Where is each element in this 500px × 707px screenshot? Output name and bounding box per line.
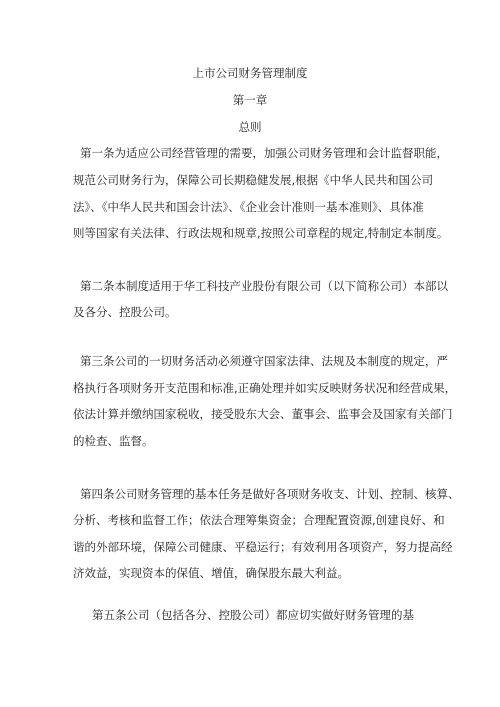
article-line: 格执行各项财务开支范围和标准,正确处理并如实反映财务状况和经营成果， <box>73 381 457 395</box>
article-line: 第四条公司财务管理的基本任务是做好各项财务收支、计划、控制、核算、 <box>80 487 460 501</box>
article-line: 第一条为适应公司经营管理的需要，加强公司财务管理和会计监督职能， <box>80 146 448 160</box>
article-line: 则等国家有关法律、行政法规和规章,按照公司章程的规定,特制定本制度。 <box>73 226 449 240</box>
article-line: 及各分、控股公司。 <box>73 305 177 319</box>
article-line: 法》、《中华人民共和国会计法》、《企业会计准则一基本准则》、具体准 <box>73 200 424 214</box>
article-line: 第三条公司的一切财务活动必须遵守国家法律、法规及本制度的规定，严 <box>80 354 448 368</box>
article-line: 济效益，实现资本的保值、增值，确保股东最大利益。 <box>73 566 349 580</box>
article-line: 分析、考核和监督工作；依法合理筹集资金；合理配置资源,创建良好、和 <box>73 513 445 527</box>
chapter-heading: 第一章 <box>232 93 268 107</box>
article-line: 规范公司财务行为，保障公司长期稳健发展,根据《中华人民共和国公司 <box>73 173 434 187</box>
article-line: 第五条公司（包括各分、控股公司）都应切实做好财务管理的基 <box>92 608 414 622</box>
article-line: 谐的外部环境，保障公司健康、平稳运行；有效利用各项资产，努力提高经 <box>73 540 453 554</box>
document-title: 上市公司财务管理制度 <box>192 66 308 80</box>
section-heading: 总则 <box>238 120 262 134</box>
article-line: 的检查、监督。 <box>73 434 154 448</box>
article-line: 依法计算并缴纳国家税收，接受股东大会、董事会、监事会及国家有关部门 <box>73 407 453 421</box>
article-line: 第二条本制度适用于华工科技产业股份有限公司（以下简称公司）本部以 <box>80 279 448 293</box>
